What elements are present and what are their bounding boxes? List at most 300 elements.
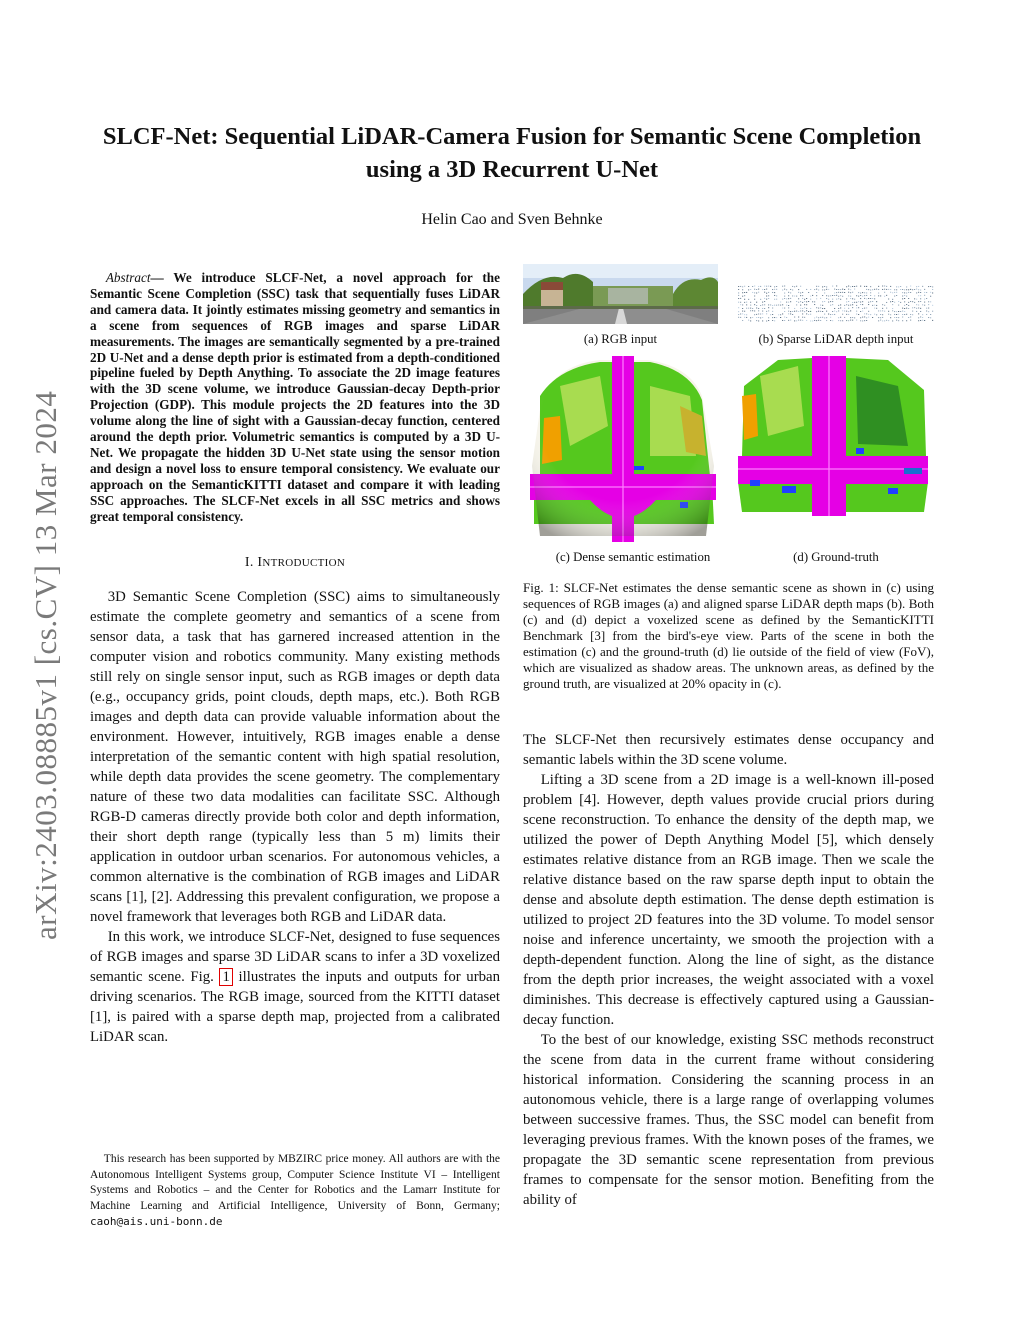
lidar-point xyxy=(740,314,741,315)
lidar-point xyxy=(774,295,775,296)
lidar-point xyxy=(916,311,917,312)
lidar-point xyxy=(748,320,749,321)
lidar-point xyxy=(742,289,743,290)
lidar-point xyxy=(806,313,807,314)
lidar-point xyxy=(774,289,775,290)
lidar-point xyxy=(870,301,871,302)
lidar-point xyxy=(810,314,811,315)
lidar-point xyxy=(920,317,921,318)
lidar-point xyxy=(756,305,757,306)
lidar-point xyxy=(908,289,909,290)
lidar-point xyxy=(744,286,745,287)
paper-title: SLCF-Net: Sequential LiDAR-Camera Fusion for Semantic Scene Completion using a 3D Recurrent U-Net xyxy=(102,123,922,183)
lidar-point xyxy=(738,298,739,299)
lidar-point xyxy=(928,286,929,287)
rgb-input-image xyxy=(523,264,718,324)
lidar-point xyxy=(920,320,921,321)
lidar-point xyxy=(840,292,841,293)
lidar-point xyxy=(904,292,905,293)
lidar-point xyxy=(744,317,745,318)
lidar-point xyxy=(884,289,885,290)
lidar-point xyxy=(892,304,893,305)
lidar-point xyxy=(742,313,743,314)
lidar-point xyxy=(886,320,887,321)
subcaption-a: (a) RGB input xyxy=(583,332,658,346)
lidar-point xyxy=(766,313,767,314)
lidar-point xyxy=(818,286,819,287)
lidar-point xyxy=(782,304,783,305)
lidar-point xyxy=(868,314,869,315)
lidar-point xyxy=(882,310,883,311)
lidar-point xyxy=(896,292,897,293)
lidar-point xyxy=(788,305,789,306)
lidar-point xyxy=(896,314,897,315)
lidar-point xyxy=(750,305,751,306)
lidar-point xyxy=(828,314,829,315)
lidar-point xyxy=(784,296,785,297)
lidar-point xyxy=(878,317,879,318)
lidar-point xyxy=(904,298,905,299)
lidar-point xyxy=(788,302,789,303)
lidar-point xyxy=(922,304,923,305)
lidar-point xyxy=(842,292,843,293)
lidar-point xyxy=(814,301,815,302)
lidar-point xyxy=(820,317,821,318)
lidar-point xyxy=(882,286,883,287)
lidar-point xyxy=(824,289,825,290)
lidar-point xyxy=(784,308,785,309)
lidar-point xyxy=(756,293,757,294)
lidar-point xyxy=(920,311,921,312)
lidar-point xyxy=(808,311,809,312)
right-paragraph-2: Lifting a 3D scene from a 2D image is a well-known ill-posed problem [4]. However, depth values provide crucial priors during scene reconstruction. To enhance the density of the depth map, we utilized the power of Depth Anything Model [5], which densely estimates relative distance from an RGB image. Then we scale the relative distance based on the raw sparse depth input to obtain the dense and absolute depth estimation. The dense depth estimation is utilized to project 2D features into the 3D volume. To model sensor noise and inference uncertainty, we smooth the projection with a depth-dependent function. Along the line of sight, as the distance from the depth prior increases, the weight associated with a voxel diminishes. This decrease is effectively captured using a Gaussian-decay function. xyxy=(523,772,934,1028)
lidar-point xyxy=(796,304,797,305)
lidar-point xyxy=(824,317,825,318)
lidar-point xyxy=(866,295,867,296)
lidar-point xyxy=(766,321,767,322)
lidar-point xyxy=(846,304,847,305)
lidar-point xyxy=(746,292,747,293)
lidar-point xyxy=(788,320,789,321)
lidar-point xyxy=(758,289,759,290)
lidar-point xyxy=(760,299,761,300)
lidar-point xyxy=(740,302,741,303)
lidar-point xyxy=(860,320,861,321)
lidar-point xyxy=(768,304,769,305)
lidar-point xyxy=(868,289,869,290)
lidar-point xyxy=(918,301,919,302)
lidar-point xyxy=(776,299,777,300)
lidar-point xyxy=(784,289,785,290)
lidar-point xyxy=(918,286,919,287)
lidar-point xyxy=(920,295,921,296)
lidar-point xyxy=(818,317,819,318)
lidar-point xyxy=(924,299,925,300)
lidar-point xyxy=(788,292,789,293)
lidar-point xyxy=(792,314,793,315)
lidar-point xyxy=(852,302,853,303)
lidar-point xyxy=(848,311,849,312)
lidar-point xyxy=(912,289,913,290)
lidar-point xyxy=(898,286,899,287)
abstract-text: We introduce SLCF-Net, a novel approach for the Semantic Scene Completion (SSC) task that sequentially fuses LiDAR and camera data. It jointly estimates missing geometry and semantics in a scene from sequences of RGB images and sparse LiDAR measurements. The images are semantically segmented by a pre-trained 2D U-Net and a dense depth prior is estimated from a depth-conditioned pipeline fueled by Depth Anything. To associate the 2D image features with the 3D scene volume, we introduce Gaussian-decay Depth-prior Projection (GDP). This module projects the 2D features into the 3D volume along the line of sight with a Gaussian-decay function, centered around the depth prior. Volumetric semantics is computed by a 3D U-Net. We propagate the hidden 3D U-Net state using the sensor motion and design a novel loss to ensure temporal consistency. We evaluate our approach on the SemanticKITTI dataset and compare it with leading SSC approaches. The SLCF-Net excels in all SSC metrics and shows great temporal consistency. xyxy=(90,270,500,524)
lidar-point xyxy=(764,286,765,287)
lidar-point xyxy=(818,290,819,291)
lidar-point xyxy=(790,301,791,302)
lidar-point xyxy=(760,305,761,306)
lidar-point xyxy=(816,295,817,296)
lidar-point xyxy=(844,311,845,312)
lidar-point xyxy=(776,289,777,290)
lidar-point xyxy=(834,289,835,290)
lidar-point xyxy=(780,314,781,315)
lidar-point xyxy=(926,298,927,299)
lidar-point xyxy=(870,292,871,293)
lidar-point xyxy=(892,292,893,293)
lidar-point xyxy=(830,314,831,315)
lidar-point xyxy=(888,299,889,300)
lidar-point xyxy=(888,311,889,312)
lidar-point xyxy=(894,289,895,290)
lidar-point xyxy=(778,314,779,315)
lidar-point xyxy=(814,317,815,318)
lidar-point xyxy=(790,298,791,299)
lidar-point xyxy=(898,317,899,318)
lidar-point xyxy=(854,286,855,287)
lidar-point xyxy=(878,293,879,294)
right-paragraph-1: The SLCF-Net then recursively estimates dense occupancy and semantic labels within the 3D scene volume. xyxy=(523,732,934,768)
lidar-point xyxy=(816,286,817,287)
lidar-point xyxy=(858,307,859,308)
lidar-point xyxy=(862,320,863,321)
author-email[interactable]: caoh@ais.uni-bonn.de xyxy=(90,1215,223,1229)
lidar-point xyxy=(910,317,911,318)
lidar-point xyxy=(772,314,773,315)
ground-truth-image xyxy=(738,356,928,516)
lidar-point xyxy=(806,304,807,305)
lidar-point xyxy=(842,310,843,311)
lidar-point xyxy=(842,320,843,321)
lidar-point xyxy=(764,304,765,305)
lidar-point xyxy=(920,290,921,291)
lidar-point xyxy=(848,305,849,306)
lidar-point xyxy=(752,310,753,311)
sparse-lidar-depth-image xyxy=(738,282,934,324)
lidar-point xyxy=(768,320,769,321)
lidar-point xyxy=(868,302,869,303)
lidar-point xyxy=(770,314,771,315)
lidar-point xyxy=(796,301,797,302)
lidar-point xyxy=(836,295,837,296)
lidar-point xyxy=(806,301,807,302)
lidar-point xyxy=(844,317,845,318)
lidar-point xyxy=(766,299,767,300)
lidar-point xyxy=(860,304,861,305)
lidar-point xyxy=(870,314,871,315)
lidar-point xyxy=(830,305,831,306)
lidar-point xyxy=(838,292,839,293)
lidar-point xyxy=(766,293,767,294)
lidar-point xyxy=(828,299,829,300)
lidar-point xyxy=(892,310,893,311)
lidar-point xyxy=(754,314,755,315)
lidar-point xyxy=(886,286,887,287)
lidar-point xyxy=(848,301,849,302)
lidar-point xyxy=(738,292,739,293)
lidar-point xyxy=(868,317,869,318)
lidar-point xyxy=(858,301,859,302)
lidar-point xyxy=(818,311,819,312)
lidar-point xyxy=(738,295,739,296)
lidar-point xyxy=(908,292,909,293)
lidar-point xyxy=(774,320,775,321)
lidar-point xyxy=(922,314,923,315)
lidar-point xyxy=(798,298,799,299)
lidar-point xyxy=(858,296,859,297)
lidar-point xyxy=(890,317,891,318)
lidar-point xyxy=(828,289,829,290)
lidar-point xyxy=(806,320,807,321)
lidar-point xyxy=(930,301,931,302)
lidar-point xyxy=(806,298,807,299)
lidar-point xyxy=(776,305,777,306)
lidar-point xyxy=(866,320,867,321)
lidar-point xyxy=(872,301,873,302)
lidar-point xyxy=(750,308,751,309)
lidar-point xyxy=(890,314,891,315)
lidar-point xyxy=(770,286,771,287)
lidar-point xyxy=(904,301,905,302)
lidar-point xyxy=(854,299,855,300)
lidar-point xyxy=(738,314,739,315)
lidar-point xyxy=(814,304,815,305)
lidar-point xyxy=(768,286,769,287)
lidar-point xyxy=(752,308,753,309)
lidar-point xyxy=(850,292,851,293)
lidar-point xyxy=(784,311,785,312)
lidar-point xyxy=(860,298,861,299)
lidar-point xyxy=(906,296,907,297)
lidar-point xyxy=(750,310,751,311)
lidar-point xyxy=(754,299,755,300)
lidar-point xyxy=(880,320,881,321)
lidar-point xyxy=(828,296,829,297)
lidar-point xyxy=(834,308,835,309)
lidar-point xyxy=(758,321,759,322)
lidar-point xyxy=(800,305,801,306)
lidar-point xyxy=(850,298,851,299)
lidar-point xyxy=(810,296,811,297)
lidar-point xyxy=(750,289,751,290)
lidar-point xyxy=(900,302,901,303)
lidar-point xyxy=(746,308,747,309)
lidar-point xyxy=(820,307,821,308)
lidar-point xyxy=(768,310,769,311)
lidar-point xyxy=(862,308,863,309)
lidar-point xyxy=(742,292,743,293)
lidar-point xyxy=(924,292,925,293)
lidar-point xyxy=(754,304,755,305)
lidar-point xyxy=(932,289,933,290)
lidar-point xyxy=(804,317,805,318)
lidar-point xyxy=(780,305,781,306)
lidar-point xyxy=(774,299,775,300)
lidar-point xyxy=(928,301,929,302)
lidar-point xyxy=(888,314,889,315)
lidar-point xyxy=(906,320,907,321)
lidar-point xyxy=(822,305,823,306)
lidar-point xyxy=(762,311,763,312)
lidar-point xyxy=(840,289,841,290)
lidar-point xyxy=(908,302,909,303)
lidar-point xyxy=(764,301,765,302)
lidar-point xyxy=(822,286,823,287)
lidar-point xyxy=(876,305,877,306)
lidar-point xyxy=(880,310,881,311)
lidar-point xyxy=(754,296,755,297)
lidar-point xyxy=(802,292,803,293)
lidar-point xyxy=(838,289,839,290)
lidar-point xyxy=(876,314,877,315)
lidar-point xyxy=(772,292,773,293)
lidar-point xyxy=(894,311,895,312)
lidar-point xyxy=(922,286,923,287)
lidar-point xyxy=(816,298,817,299)
lidar-point xyxy=(756,289,757,290)
lidar-point xyxy=(760,314,761,315)
lidar-point xyxy=(920,308,921,309)
lidar-point xyxy=(886,289,887,290)
lidar-point xyxy=(760,317,761,318)
lidar-point xyxy=(882,314,883,315)
lidar-point xyxy=(782,290,783,291)
figure-1-link[interactable]: 1 xyxy=(219,968,232,986)
lidar-point xyxy=(738,302,739,303)
lidar-point xyxy=(762,289,763,290)
lidar-point xyxy=(772,320,773,321)
lidar-point xyxy=(894,292,895,293)
lidar-point xyxy=(858,292,859,293)
lidar-point xyxy=(920,298,921,299)
paper-authors: Helin Cao and Sven Behnke xyxy=(421,211,603,228)
lidar-point xyxy=(852,317,853,318)
lidar-point xyxy=(830,301,831,302)
lidar-point xyxy=(792,286,793,287)
lidar-point xyxy=(822,308,823,309)
lidar-point xyxy=(816,317,817,318)
lidar-point xyxy=(804,307,805,308)
lidar-point xyxy=(888,289,889,290)
lidar-point xyxy=(884,320,885,321)
lidar-point xyxy=(750,317,751,318)
lidar-point xyxy=(890,286,891,287)
lidar-point xyxy=(788,298,789,299)
lidar-point xyxy=(842,314,843,315)
lidar-point xyxy=(820,305,821,306)
lidar-point xyxy=(866,286,867,287)
lidar-point xyxy=(874,308,875,309)
lidar-point xyxy=(740,304,741,305)
lidar-point xyxy=(770,304,771,305)
lidar-point xyxy=(782,286,783,287)
lidar-point xyxy=(918,317,919,318)
lidar-point xyxy=(872,305,873,306)
lidar-point xyxy=(776,317,777,318)
lidar-point xyxy=(744,314,745,315)
lidar-point xyxy=(932,305,933,306)
lidar-point xyxy=(836,299,837,300)
lidar-point xyxy=(758,314,759,315)
lidar-point xyxy=(896,311,897,312)
lidar-point xyxy=(882,304,883,305)
lidar-point xyxy=(792,290,793,291)
lidar-point xyxy=(794,308,795,309)
lidar-point xyxy=(848,320,849,321)
lidar-point xyxy=(756,317,757,318)
lidar-point xyxy=(786,298,787,299)
lidar-point xyxy=(868,311,869,312)
lidar-point xyxy=(874,298,875,299)
lidar-point xyxy=(742,308,743,309)
lidar-point xyxy=(810,299,811,300)
lidar-point xyxy=(838,296,839,297)
lidar-point xyxy=(764,298,765,299)
lidar-point xyxy=(846,298,847,299)
lidar-point xyxy=(880,295,881,296)
lidar-point xyxy=(898,301,899,302)
lidar-point xyxy=(862,304,863,305)
lidar-point xyxy=(832,304,833,305)
lidar-point xyxy=(854,317,855,318)
lidar-point xyxy=(856,307,857,308)
lidar-point xyxy=(764,289,765,290)
abstract xyxy=(90,270,500,525)
lidar-point xyxy=(892,308,893,309)
lidar-point xyxy=(902,289,903,290)
lidar-point xyxy=(738,311,739,312)
lidar-point xyxy=(848,286,849,287)
lidar-point xyxy=(912,314,913,315)
lidar-point xyxy=(912,307,913,308)
section-heading-introduction: I. INTRODUCTION xyxy=(244,554,346,570)
lidar-point xyxy=(828,302,829,303)
lidar-point xyxy=(872,289,873,290)
lidar-point xyxy=(738,317,739,318)
lidar-point xyxy=(826,298,827,299)
lidar-point xyxy=(870,286,871,287)
lidar-point xyxy=(862,296,863,297)
lidar-point xyxy=(824,293,825,294)
lidar-point xyxy=(910,289,911,290)
lidar-point xyxy=(926,314,927,315)
lidar-point xyxy=(844,289,845,290)
lidar-point xyxy=(896,320,897,321)
lidar-point xyxy=(802,310,803,311)
lidar-point xyxy=(874,305,875,306)
lidar-point xyxy=(742,304,743,305)
lidar-point xyxy=(884,292,885,293)
lidar-point xyxy=(774,292,775,293)
lidar-point xyxy=(760,286,761,287)
lidar-point xyxy=(800,292,801,293)
lidar-point xyxy=(916,299,917,300)
lidar-point xyxy=(738,289,739,290)
lidar-point xyxy=(834,295,835,296)
lidar-point xyxy=(768,298,769,299)
lidar-point xyxy=(856,320,857,321)
lidar-point xyxy=(840,320,841,321)
lidar-point xyxy=(866,317,867,318)
